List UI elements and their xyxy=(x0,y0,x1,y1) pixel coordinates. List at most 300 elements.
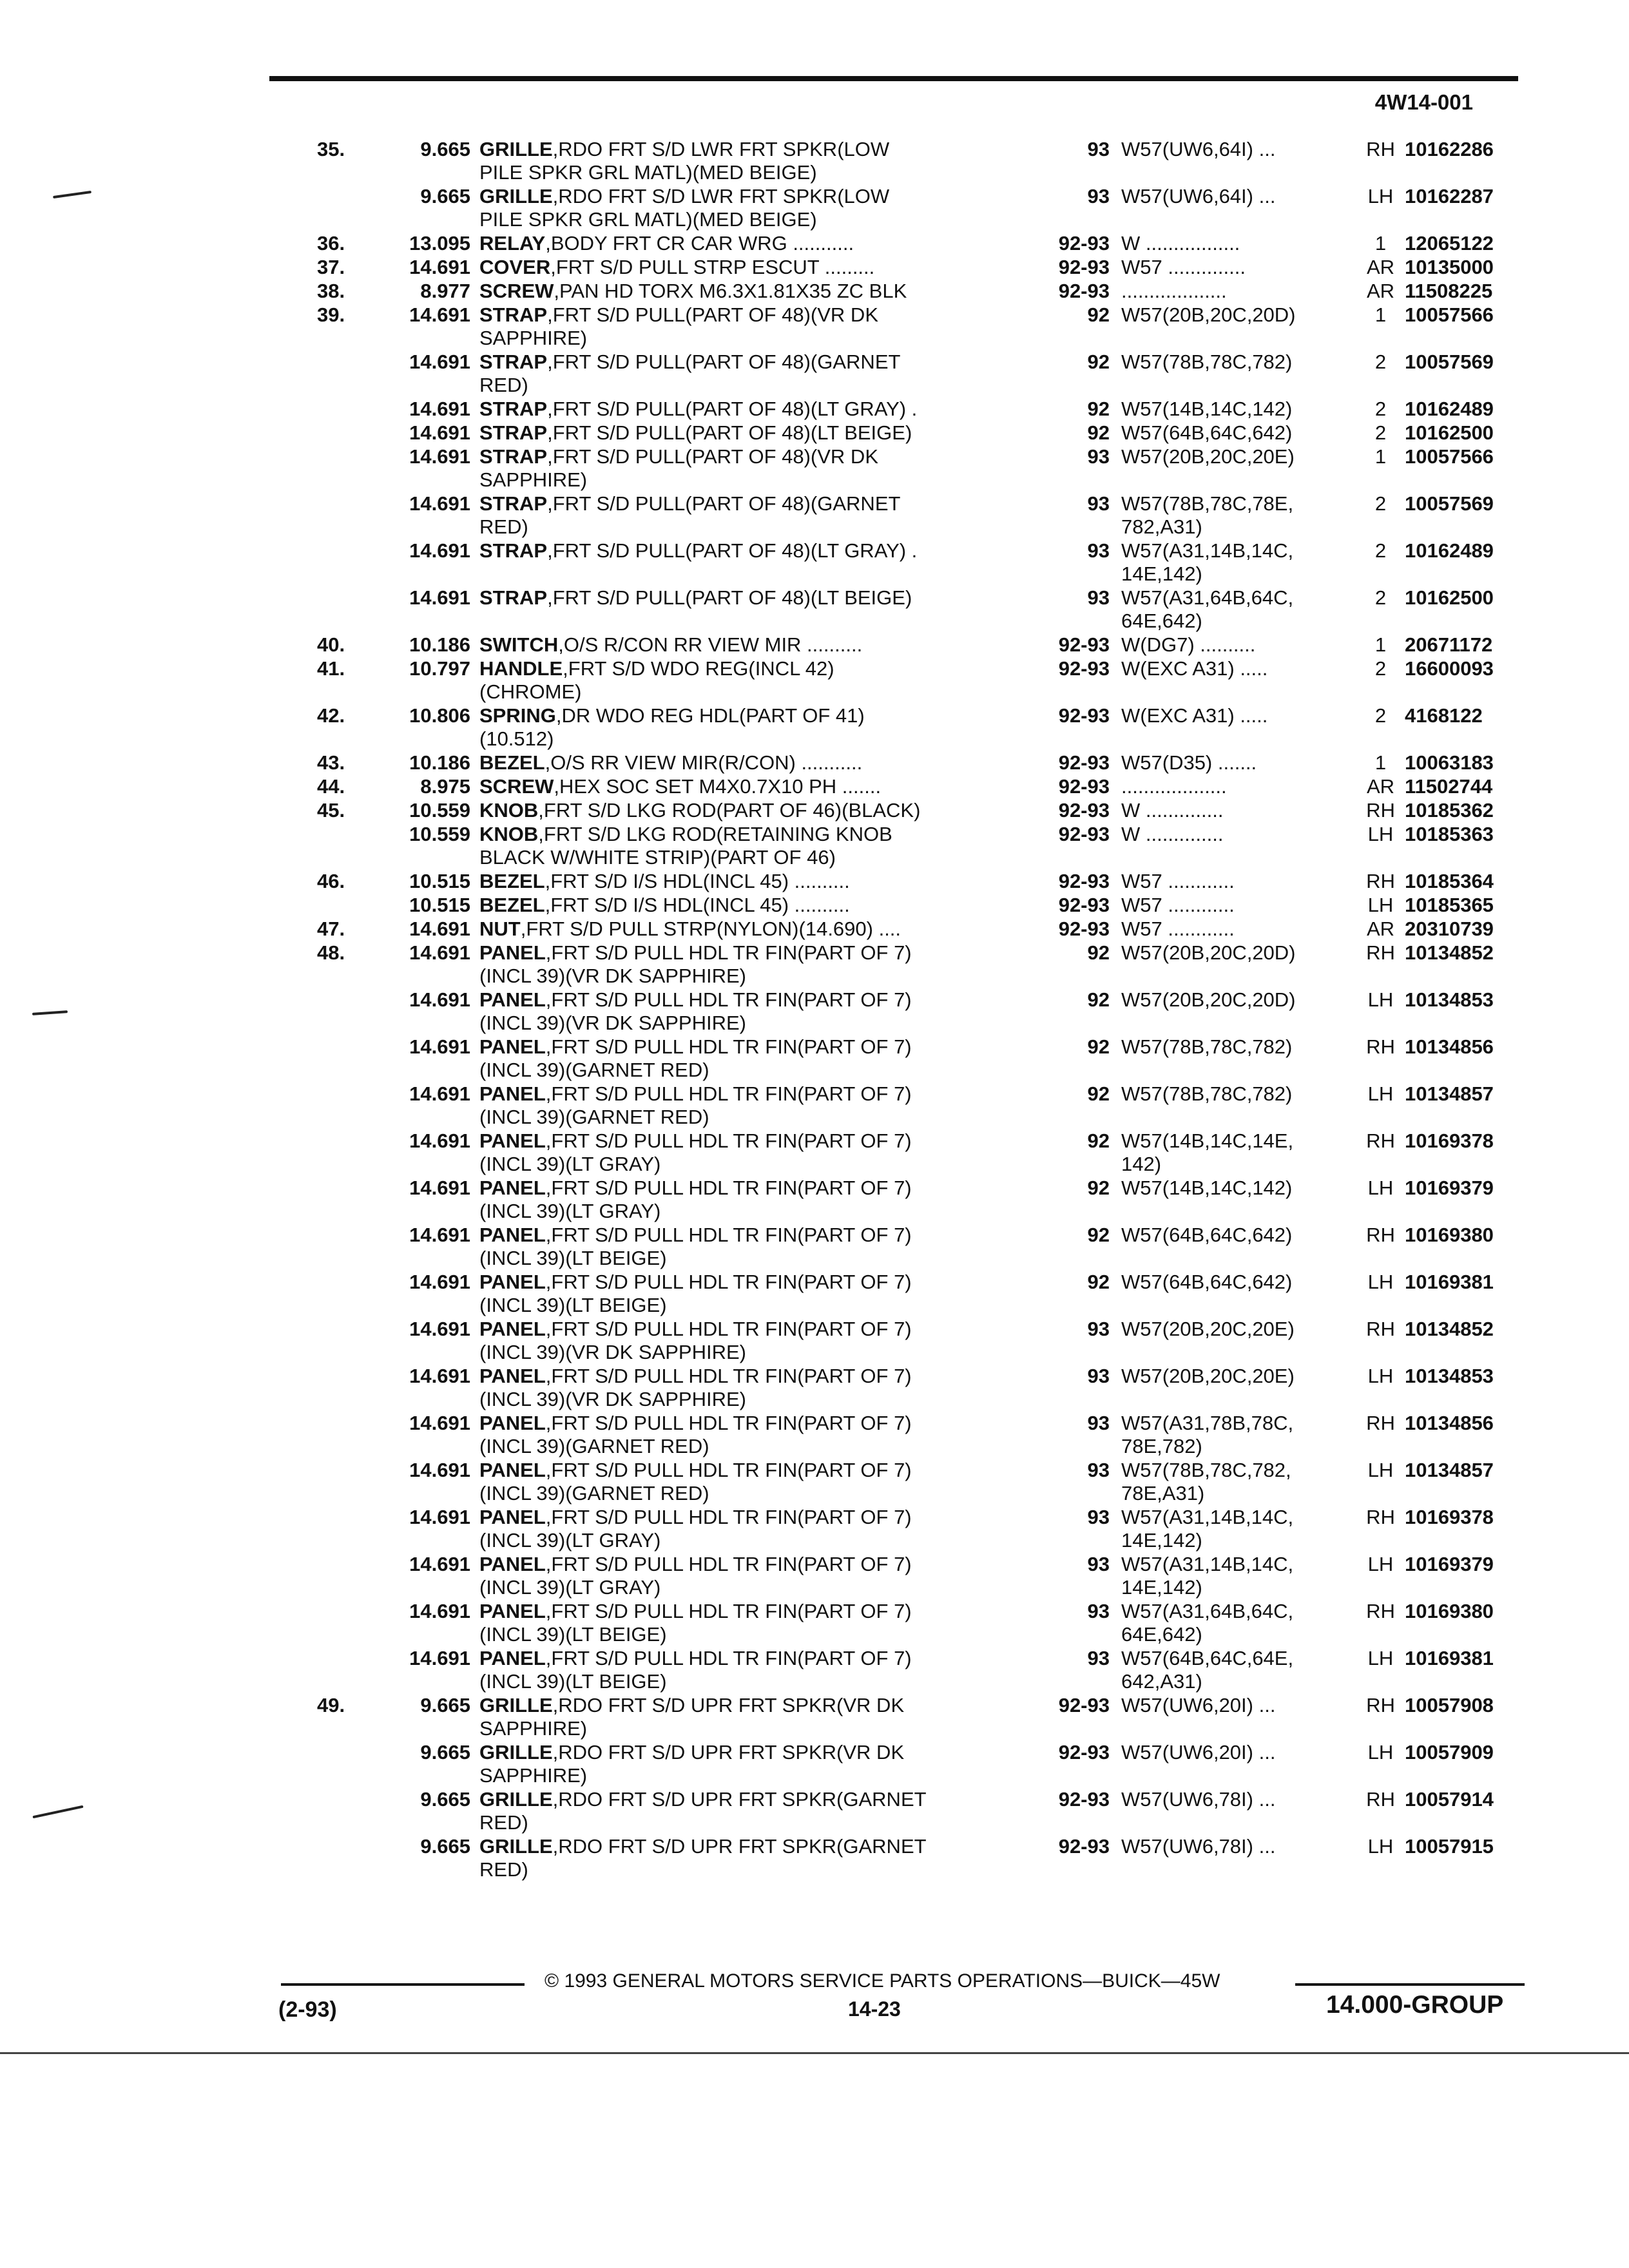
part-detail: ,FRT S/D PULL HDL TR FIN(PART OF 7) (INCL 39)(LT GRAY) xyxy=(479,1177,912,1222)
model-year: 92-93 xyxy=(1058,1741,1110,1763)
model-year: 92-93 xyxy=(1058,823,1110,845)
parts-list xyxy=(303,138,1527,1882)
table-row xyxy=(303,1035,1527,1082)
part-number: 20671172 xyxy=(1405,633,1493,656)
table-row xyxy=(303,138,1527,184)
part-detail: ,FRT S/D PULL HDL TR FIN(PART OF 7) (INCL 39)(LT GRAY) xyxy=(479,1129,912,1175)
part-detail: ,FRT S/D PULL(PART OF 48)(GARNET RED) xyxy=(479,492,901,538)
model-year: 92 xyxy=(1087,1177,1110,1199)
quantity: 2 xyxy=(1374,351,1387,373)
group-number: 14.691 xyxy=(409,256,470,278)
part-description xyxy=(477,1271,1025,1317)
part-number: 10169378 xyxy=(1405,1506,1494,1528)
table-row xyxy=(303,918,1527,941)
quantity: LH xyxy=(1367,1365,1394,1387)
table-row xyxy=(303,303,1527,350)
ref-number xyxy=(303,1506,387,1552)
part-name: STRAP xyxy=(479,421,548,444)
part-number: 10134853 xyxy=(1405,1365,1494,1387)
part-number: 10162489 xyxy=(1405,539,1494,562)
part-name: GRILLE xyxy=(479,1788,553,1811)
part-name: PANEL xyxy=(479,988,546,1011)
part-detail: ,FRT S/D PULL(PART OF 48)(VR DK SAPPHIRE) xyxy=(479,445,878,491)
group-number: 9.665 xyxy=(420,138,470,160)
quantity: 2 xyxy=(1374,586,1387,609)
model-codes: W57(UW6,78I) ... xyxy=(1121,1835,1276,1858)
part-description xyxy=(477,751,1025,774)
model-year: 92 xyxy=(1087,1224,1110,1246)
part-description xyxy=(477,988,1025,1035)
ref-number: 35. xyxy=(317,138,345,160)
quantity: LH xyxy=(1367,988,1394,1011)
table-row xyxy=(303,1082,1527,1129)
table-row xyxy=(303,1271,1527,1317)
part-number: 10135000 xyxy=(1405,256,1494,278)
part-detail: ,FRT S/D PULL(PART OF 48)(LT BEIGE) xyxy=(547,421,912,444)
table-row xyxy=(303,1318,1527,1364)
part-number: 10057909 xyxy=(1405,1741,1494,1763)
part-number: 10169379 xyxy=(1405,1177,1494,1199)
quantity: 1 xyxy=(1374,445,1387,468)
ref-number: 42. xyxy=(317,704,345,727)
part-name: BEZEL xyxy=(479,751,545,774)
model-codes: W57 .............. xyxy=(1121,256,1246,278)
part-number: 10185365 xyxy=(1405,894,1494,916)
ref-number xyxy=(303,492,387,539)
model-year: 92 xyxy=(1087,398,1110,420)
part-name: PANEL xyxy=(479,1412,546,1434)
model-year: 93 xyxy=(1087,1365,1110,1387)
part-description xyxy=(477,1835,1025,1881)
part-name: STRAP xyxy=(479,398,548,420)
model-year: 93 xyxy=(1087,492,1110,515)
model-year: 92 xyxy=(1087,1035,1110,1058)
part-name: GRILLE xyxy=(479,185,553,207)
part-description xyxy=(477,492,1025,539)
part-number: 10162500 xyxy=(1405,586,1494,609)
table-row xyxy=(303,823,1527,869)
model-codes: W57(64B,64C,642) xyxy=(1121,421,1293,444)
part-detail: ,FRT S/D PULL HDL TR FIN(PART OF 7) (INCL 39)(LT BEIGE) xyxy=(479,1271,912,1316)
group-number: 10.186 xyxy=(409,633,470,656)
group-number: 10.515 xyxy=(409,870,470,892)
table-row xyxy=(303,1365,1527,1411)
quantity: LH xyxy=(1367,1459,1394,1481)
part-name: PANEL xyxy=(479,1318,546,1340)
part-name: BEZEL xyxy=(479,870,545,892)
model-year: 92 xyxy=(1087,941,1110,964)
part-description xyxy=(477,1694,1025,1740)
ref-number: 41. xyxy=(317,657,345,680)
ref-number xyxy=(303,185,387,231)
part-name: PANEL xyxy=(479,1271,546,1293)
quantity: RH xyxy=(1366,870,1395,892)
part-name: PANEL xyxy=(479,1082,546,1105)
part-detail: ,DR WDO REG HDL(PART OF 41) (10.512) xyxy=(479,704,865,750)
part-detail: ,FRT S/D PULL HDL TR FIN(PART OF 7) (INCL 39)(GARNET RED) xyxy=(479,1412,912,1457)
part-detail: ,RDO FRT S/D UPR FRT SPKR(GARNET RED) xyxy=(479,1835,927,1881)
model-year: 93 xyxy=(1087,1318,1110,1340)
part-description xyxy=(477,1365,1025,1411)
group-number: 10.559 xyxy=(409,799,470,822)
ref-number xyxy=(303,586,387,633)
part-number: 10169381 xyxy=(1405,1271,1494,1293)
model-codes: W(EXC A31) ..... xyxy=(1121,657,1268,680)
quantity: 1 xyxy=(1374,751,1387,774)
part-number: 10185364 xyxy=(1405,870,1494,892)
part-name: PANEL xyxy=(479,1506,546,1528)
model-codes: W57(A31,14B,14C, 14E,142) xyxy=(1121,1553,1294,1599)
model-codes: W57(A31,64B,64C, 64E,642) xyxy=(1121,1600,1294,1646)
group-number: 10.559 xyxy=(409,823,470,845)
model-year: 93 xyxy=(1087,1459,1110,1481)
model-year: 93 xyxy=(1087,185,1110,207)
table-row xyxy=(303,657,1527,704)
part-number: 10057915 xyxy=(1405,1835,1494,1858)
quantity: AR xyxy=(1366,280,1395,302)
section-id: 4W14-001 xyxy=(1374,90,1473,114)
ref-number xyxy=(303,988,387,1035)
part-number: 10185363 xyxy=(1405,823,1494,845)
table-row xyxy=(303,1647,1527,1693)
table-row xyxy=(303,1600,1527,1646)
quantity: 1 xyxy=(1374,303,1387,326)
model-codes: W57(14B,14C,142) xyxy=(1121,1177,1293,1199)
part-detail: ,FRT S/D PULL STRP ESCUT ......... xyxy=(550,256,875,278)
table-row xyxy=(303,1177,1527,1223)
part-description xyxy=(477,586,1025,633)
part-detail: ,FRT S/D PULL STRP(NYLON)(14.690) .... xyxy=(520,918,901,940)
part-description xyxy=(477,1318,1025,1364)
quantity: 1 xyxy=(1374,232,1387,255)
part-detail: ,FRT S/D PULL HDL TR FIN(PART OF 7) (INCL 39)(GARNET RED) xyxy=(479,1459,912,1504)
model-codes: W57(UW6,64I) ... xyxy=(1121,138,1276,160)
group-number: 14.691 xyxy=(409,1224,470,1246)
part-name: PANEL xyxy=(479,1553,546,1575)
model-year: 92-93 xyxy=(1058,232,1110,255)
model-year: 92-93 xyxy=(1058,870,1110,892)
model-codes: W57 ............ xyxy=(1121,870,1235,892)
group-number: 14.691 xyxy=(409,586,470,609)
quantity: LH xyxy=(1367,1835,1394,1858)
table-row xyxy=(303,256,1527,279)
margin-mark xyxy=(32,1010,68,1015)
table-row xyxy=(303,870,1527,893)
quantity: LH xyxy=(1367,1647,1394,1669)
part-description xyxy=(477,1647,1025,1693)
part-description xyxy=(477,1082,1025,1129)
model-year: 92-93 xyxy=(1058,799,1110,822)
table-row xyxy=(303,633,1527,657)
table-row xyxy=(303,1129,1527,1176)
part-description xyxy=(477,185,1025,231)
model-year: 92-93 xyxy=(1058,657,1110,680)
ref-number xyxy=(303,1459,387,1505)
part-detail: ,FRT S/D PULL HDL TR FIN(PART OF 7) (INCL 39)(VR DK SAPPHIRE) xyxy=(479,1365,912,1410)
quantity: RH xyxy=(1366,1694,1395,1716)
quantity: 2 xyxy=(1374,492,1387,515)
ref-number: 37. xyxy=(317,256,345,278)
table-row xyxy=(303,586,1527,633)
part-description xyxy=(477,445,1025,492)
part-description xyxy=(477,1177,1025,1223)
part-name: STRAP xyxy=(479,351,548,373)
model-codes: W57(78B,78C,782) xyxy=(1121,1035,1293,1058)
group-number: 14.691 xyxy=(409,918,470,940)
quantity: RH xyxy=(1366,1035,1395,1058)
table-row xyxy=(303,185,1527,231)
model-year: 93 xyxy=(1087,586,1110,609)
quantity: RH xyxy=(1366,1224,1395,1246)
model-codes: W57(A31,14B,14C, 14E,142) xyxy=(1121,539,1294,585)
part-name: HANDLE xyxy=(479,657,563,680)
model-codes: W57 ............ xyxy=(1121,894,1235,916)
model-year: 92-93 xyxy=(1058,1788,1110,1811)
part-detail: ,FRT S/D I/S HDL(INCL 45) .......... xyxy=(545,870,850,892)
model-year: 92 xyxy=(1087,1271,1110,1293)
ref-number xyxy=(303,1365,387,1411)
group-number: 14.691 xyxy=(409,398,470,420)
group-number: 14.691 xyxy=(409,1459,470,1481)
quantity: 2 xyxy=(1374,421,1387,444)
part-name: SWITCH xyxy=(479,633,559,656)
margin-mark xyxy=(32,1805,83,1819)
table-row xyxy=(303,1741,1527,1787)
part-description xyxy=(477,232,1025,255)
page-number: 14-23 xyxy=(848,1997,901,2021)
part-description xyxy=(477,941,1025,988)
quantity: LH xyxy=(1367,1177,1394,1199)
part-detail: ,O/S R/CON RR VIEW MIR .......... xyxy=(558,633,863,656)
part-description xyxy=(477,1412,1025,1458)
group-number: 10.515 xyxy=(409,894,470,916)
group-number: 14.691 xyxy=(409,1271,470,1293)
group-number: 14.691 xyxy=(409,941,470,964)
quantity: RH xyxy=(1366,1600,1395,1622)
part-name: STRAP xyxy=(479,539,548,562)
part-name: GRILLE xyxy=(479,1741,553,1763)
part-detail: ,FRT S/D PULL HDL TR FIN(PART OF 7) (INCL 39)(LT GRAY) xyxy=(479,1553,912,1599)
part-description xyxy=(477,633,1025,657)
table-row xyxy=(303,398,1527,421)
part-number: 10134852 xyxy=(1405,1318,1494,1340)
part-description xyxy=(477,256,1025,279)
ref-number: 45. xyxy=(317,799,345,822)
part-number: 12065122 xyxy=(1405,232,1494,255)
part-name: BEZEL xyxy=(479,894,545,916)
part-name: GRILLE xyxy=(479,1694,553,1716)
footer-group: 14.000-GROUP xyxy=(1326,1991,1504,2019)
part-description xyxy=(477,1553,1025,1599)
ref-number xyxy=(303,1788,387,1834)
part-name: SPRING xyxy=(479,704,556,727)
model-year: 92-93 xyxy=(1058,280,1110,302)
quantity: LH xyxy=(1367,1741,1394,1763)
quantity: RH xyxy=(1366,1318,1395,1340)
part-number: 20310739 xyxy=(1405,918,1494,940)
ref-number xyxy=(303,1271,387,1317)
part-number: 10185362 xyxy=(1405,799,1494,822)
table-row xyxy=(303,232,1527,255)
part-number: 10057914 xyxy=(1405,1788,1494,1811)
part-description xyxy=(477,1129,1025,1176)
header-rule xyxy=(269,76,1518,81)
part-detail: ,FRT S/D WDO REG(INCL 42) (CHROME) xyxy=(479,657,834,703)
table-row xyxy=(303,421,1527,445)
table-row xyxy=(303,1459,1527,1505)
part-description xyxy=(477,918,1025,941)
part-name: PANEL xyxy=(479,1177,546,1199)
quantity: RH xyxy=(1366,138,1395,160)
part-description xyxy=(477,138,1025,184)
table-row xyxy=(303,1224,1527,1270)
quantity: 1 xyxy=(1374,633,1387,656)
part-description xyxy=(477,799,1025,822)
part-description xyxy=(477,303,1025,350)
table-row xyxy=(303,539,1527,586)
model-codes: W57(64B,64C,642) xyxy=(1121,1224,1293,1246)
part-number: 10057569 xyxy=(1405,351,1494,373)
part-name: GRILLE xyxy=(479,1835,553,1858)
group-number: 14.691 xyxy=(409,1129,470,1152)
model-codes: W57(A31,78B,78C, 78E,782) xyxy=(1121,1412,1294,1457)
model-codes: W57(UW6,78I) ... xyxy=(1121,1788,1276,1811)
group-number: 14.691 xyxy=(409,1600,470,1622)
ref-number xyxy=(303,823,387,869)
table-row xyxy=(303,445,1527,492)
part-number: 4168122 xyxy=(1405,704,1483,727)
part-name: PANEL xyxy=(479,1365,546,1387)
model-codes: W57(20B,20C,20E) xyxy=(1121,1365,1295,1387)
part-detail: ,BODY FRT CR CAR WRG ........... xyxy=(545,232,854,255)
model-codes: W57(UW6,20I) ... xyxy=(1121,1694,1276,1716)
table-row xyxy=(303,1788,1527,1834)
part-description xyxy=(477,421,1025,445)
model-codes: W57(UW6,64I) ... xyxy=(1121,185,1276,207)
table-row xyxy=(303,988,1527,1035)
part-name: STRAP xyxy=(479,445,548,468)
model-year: 93 xyxy=(1087,1506,1110,1528)
table-row xyxy=(303,1694,1527,1740)
group-number: 14.691 xyxy=(409,1553,470,1575)
ref-number: 48. xyxy=(317,941,345,964)
part-detail: ,FRT S/D I/S HDL(INCL 45) .......... xyxy=(545,894,850,916)
part-detail: ,FRT S/D PULL(PART OF 48)(LT BEIGE) xyxy=(547,586,912,609)
ref-number: 36. xyxy=(317,232,345,255)
part-description xyxy=(477,1224,1025,1270)
part-name: SCREW xyxy=(479,280,554,302)
table-row xyxy=(303,894,1527,917)
model-codes: W57(20B,20C,20E) xyxy=(1121,445,1295,468)
ref-number xyxy=(303,1082,387,1129)
ref-number xyxy=(303,398,387,421)
table-row xyxy=(303,492,1527,539)
part-name: STRAP xyxy=(479,492,548,515)
group-number: 14.691 xyxy=(409,445,470,468)
group-number: 9.665 xyxy=(420,1835,470,1858)
part-description xyxy=(477,1506,1025,1552)
part-detail: ,FRT S/D PULL(PART OF 48)(LT GRAY) . xyxy=(547,398,918,420)
part-name: PANEL xyxy=(479,1459,546,1481)
bottom-rule xyxy=(0,2052,1629,2054)
ref-number: 43. xyxy=(317,751,345,774)
part-number: 10169378 xyxy=(1405,1129,1494,1152)
quantity: LH xyxy=(1367,1553,1394,1575)
quantity: LH xyxy=(1367,823,1394,845)
model-codes: ................... xyxy=(1121,775,1227,798)
ref-number: 46. xyxy=(317,870,345,892)
part-name: PANEL xyxy=(479,1647,546,1669)
part-detail: ,FRT S/D PULL HDL TR FIN(PART OF 7) (INCL 39)(VR DK SAPPHIRE) xyxy=(479,988,912,1034)
table-row xyxy=(303,775,1527,798)
part-name: PANEL xyxy=(479,1224,546,1246)
quantity: AR xyxy=(1366,918,1395,940)
part-description xyxy=(477,894,1025,917)
table-row xyxy=(303,704,1527,751)
table-row xyxy=(303,280,1527,303)
part-name: COVER xyxy=(479,256,551,278)
model-codes: W57(14B,14C,14E, 142) xyxy=(1121,1129,1294,1175)
model-codes: W57(78B,78C,782, 78E,A31) xyxy=(1121,1459,1291,1504)
model-codes: W .............. xyxy=(1121,799,1224,822)
part-description xyxy=(477,657,1025,704)
model-year: 93 xyxy=(1087,445,1110,468)
model-codes: W57(20B,20C,20D) xyxy=(1121,988,1296,1011)
part-name: GRILLE xyxy=(479,138,553,160)
quantity: AR xyxy=(1366,256,1395,278)
ref-number xyxy=(303,894,387,917)
ref-number xyxy=(303,1741,387,1787)
table-row xyxy=(303,1506,1527,1552)
part-number: 10134852 xyxy=(1405,941,1494,964)
model-codes: W57(A31,14B,14C, 14E,142) xyxy=(1121,1506,1294,1552)
model-year: 93 xyxy=(1087,1647,1110,1669)
group-number: 10.797 xyxy=(409,657,470,680)
model-codes: W(DG7) .......... xyxy=(1121,633,1256,656)
model-year: 92-93 xyxy=(1058,1835,1110,1858)
table-row xyxy=(303,351,1527,397)
ref-number xyxy=(303,1177,387,1223)
group-number: 14.691 xyxy=(409,1647,470,1669)
model-year: 92-93 xyxy=(1058,704,1110,727)
part-detail: ,RDO FRT S/D UPR FRT SPKR(VR DK SAPPHIRE) xyxy=(479,1694,905,1740)
part-detail: ,RDO FRT S/D UPR FRT SPKR(VR DK SAPPHIRE) xyxy=(479,1741,905,1787)
table-row xyxy=(303,941,1527,988)
part-number: 11508225 xyxy=(1405,280,1493,302)
model-year: 92 xyxy=(1087,1129,1110,1152)
quantity: LH xyxy=(1367,1271,1394,1293)
group-number: 14.691 xyxy=(409,1365,470,1387)
quantity: 2 xyxy=(1374,398,1387,420)
ref-number: 47. xyxy=(317,918,345,940)
ref-number xyxy=(303,1835,387,1881)
group-number: 8.977 xyxy=(420,280,470,302)
part-description xyxy=(477,1459,1025,1505)
part-number: 10057566 xyxy=(1405,303,1494,326)
part-description xyxy=(477,398,1025,421)
model-codes: W57(14B,14C,142) xyxy=(1121,398,1293,420)
model-year: 93 xyxy=(1087,1553,1110,1575)
margin-mark xyxy=(53,191,92,198)
model-codes: W ................. xyxy=(1121,232,1240,255)
model-year: 92-93 xyxy=(1058,751,1110,774)
ref-number xyxy=(303,1035,387,1082)
group-number: 14.691 xyxy=(409,303,470,326)
part-description xyxy=(477,823,1025,869)
part-number: 10057908 xyxy=(1405,1694,1494,1716)
part-number: 10134857 xyxy=(1405,1459,1494,1481)
ref-number xyxy=(303,1600,387,1646)
